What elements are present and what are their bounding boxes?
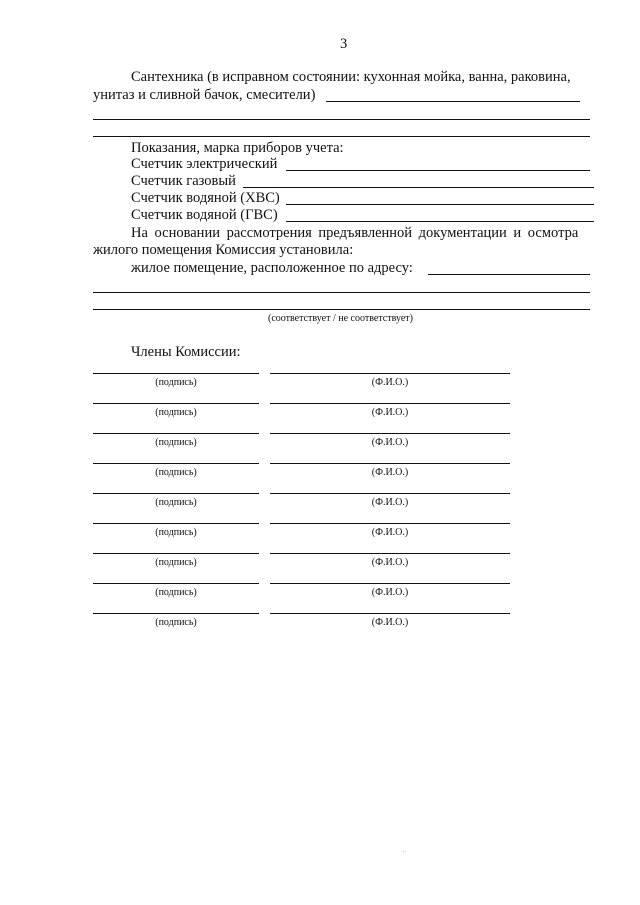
name-line[interactable]	[270, 493, 510, 494]
signature-caption: (подпись)	[155, 617, 197, 628]
meter-electric-field[interactable]	[286, 170, 590, 171]
plumbing-fill-line-1[interactable]	[326, 101, 580, 102]
name-line[interactable]	[270, 553, 510, 554]
name-caption: (Ф.И.О.)	[371, 557, 409, 568]
name-caption: (Ф.И.О.)	[371, 617, 409, 628]
name-line[interactable]	[270, 433, 510, 434]
meter-water-cold-label: Счетчик водяной (ХВС)	[131, 190, 280, 206]
conclusion-line-1: На основании рассмотрения предъявленной документации и осмотра	[131, 225, 579, 241]
commission-title: Члены Комиссии:	[131, 344, 241, 360]
conclusion-line-2: жилого помещения Комиссия установила:	[93, 242, 354, 258]
signature-caption: (подпись)	[155, 407, 197, 418]
signature-caption: (подпись)	[155, 497, 197, 508]
page-number: 3	[340, 36, 348, 52]
name-caption: (Ф.И.О.)	[371, 467, 409, 478]
plumbing-fill-line-2[interactable]	[93, 119, 590, 120]
meter-electric-label: Счетчик электрический	[131, 156, 278, 172]
name-caption: (Ф.И.О.)	[371, 377, 409, 388]
signature-line[interactable]	[93, 523, 259, 524]
signature-caption: (подпись)	[155, 557, 197, 568]
name-caption: (Ф.И.О.)	[371, 497, 409, 508]
meter-water-cold-field[interactable]	[286, 204, 594, 205]
name-line[interactable]	[270, 583, 510, 584]
plumbing-line-1: Сантехника (в исправном состоянии: кухонная мойка, ванна, раковина,	[131, 69, 571, 85]
signature-line[interactable]	[93, 493, 259, 494]
signature-caption: (подпись)	[155, 467, 197, 478]
address-field[interactable]	[428, 274, 590, 275]
name-caption: (Ф.И.О.)	[371, 437, 409, 448]
conformity-caption: (соответствует / не соответствует)	[268, 313, 413, 324]
signature-line[interactable]	[93, 583, 259, 584]
meters-heading: Показания, марка приборов учета:	[131, 140, 344, 156]
signature-line[interactable]	[93, 463, 259, 464]
signature-line[interactable]	[93, 403, 259, 404]
signature-caption: (подпись)	[155, 437, 197, 448]
conclusion-line-3: жилое помещение, расположенное по адресу:	[131, 260, 413, 276]
signature-caption: (подпись)	[155, 377, 197, 388]
address-fill-line-3[interactable]	[93, 309, 590, 310]
signature-caption: (подпись)	[155, 587, 197, 598]
name-line[interactable]	[270, 373, 510, 374]
name-caption: (Ф.И.О.)	[371, 407, 409, 418]
name-caption: (Ф.И.О.)	[371, 587, 409, 598]
plumbing-line-2: унитаз и сливной бачок, смесители)	[93, 87, 316, 103]
signature-line[interactable]	[93, 613, 259, 614]
signature-line[interactable]	[93, 373, 259, 374]
name-caption: (Ф.И.О.)	[371, 527, 409, 538]
name-line[interactable]	[270, 403, 510, 404]
name-line[interactable]	[270, 613, 510, 614]
signature-line[interactable]	[93, 433, 259, 434]
scan-speck	[403, 851, 404, 852]
plumbing-fill-line-3[interactable]	[93, 136, 590, 137]
signature-caption: (подпись)	[155, 527, 197, 538]
meter-water-hot-field[interactable]	[286, 221, 594, 222]
meter-gas-label: Счетчик газовый	[131, 173, 236, 189]
meter-water-hot-label: Счетчик водяной (ГВС)	[131, 207, 278, 223]
meter-gas-field[interactable]	[243, 187, 594, 188]
signature-line[interactable]	[93, 553, 259, 554]
name-line[interactable]	[270, 463, 510, 464]
name-line[interactable]	[270, 523, 510, 524]
address-fill-line-2[interactable]	[93, 292, 590, 293]
